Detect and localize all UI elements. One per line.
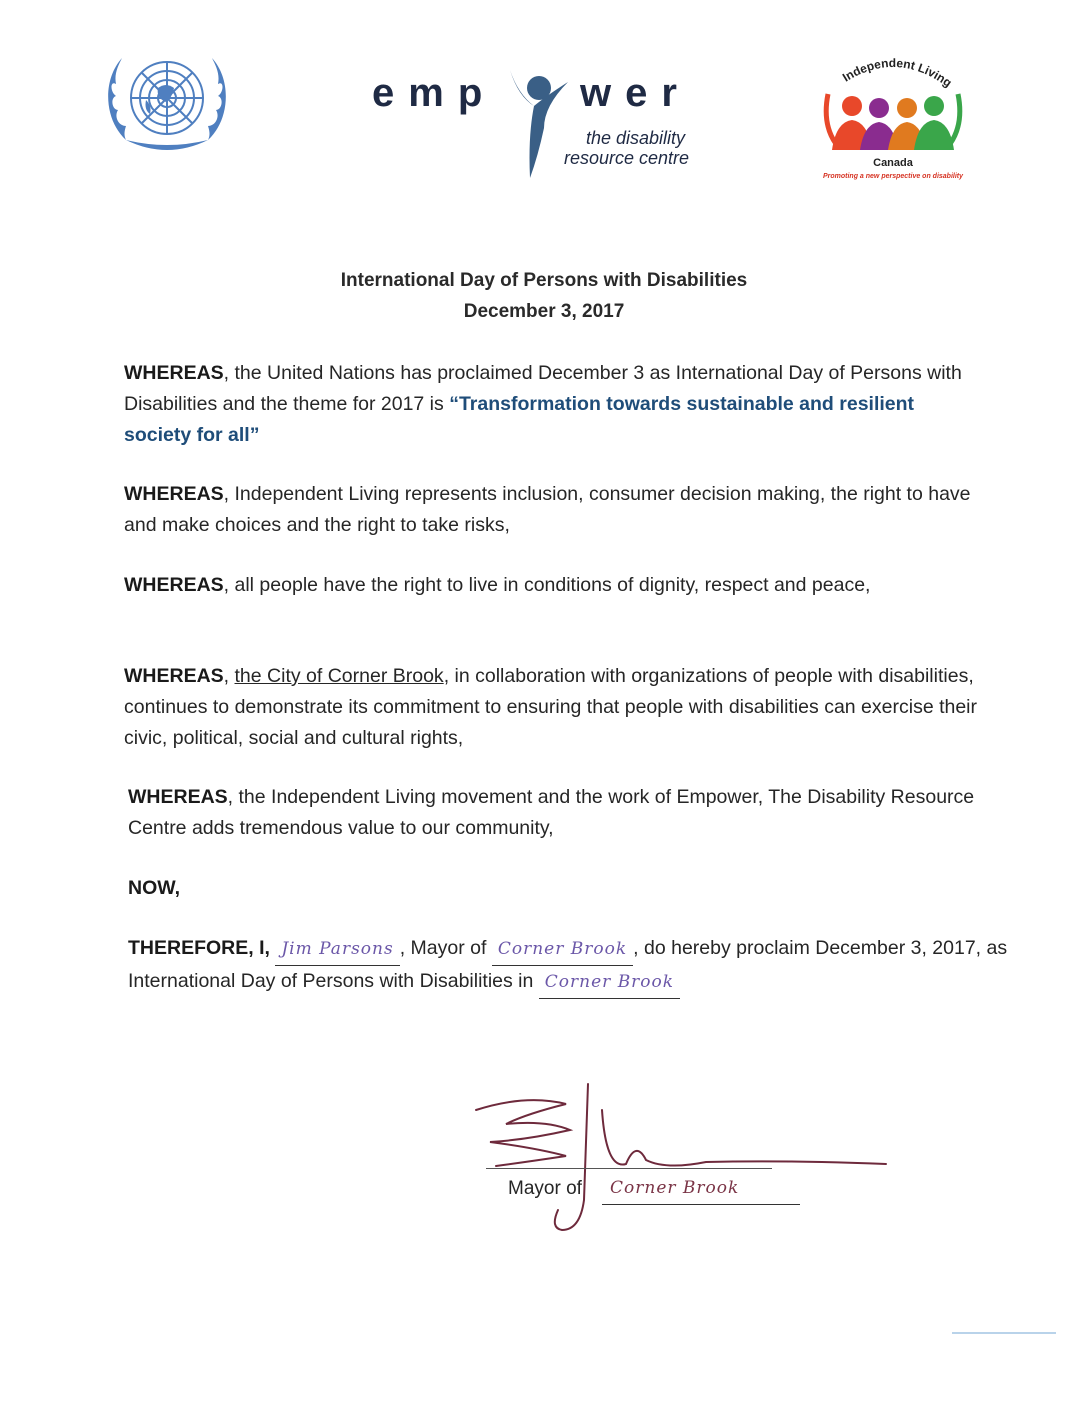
whereas-lead: WHEREAS [124,483,224,505]
empower-tagline-2: resource centre [564,148,690,168]
therefore-paragraph [128,933,1028,999]
paragraph-text: , Mayor of [399,937,492,959]
whereas-paragraph-2 [124,479,984,541]
whereas-paragraph-1 [124,358,984,451]
whereas-lead: WHEREAS [128,786,228,808]
svg-text:wer: wer [580,71,691,115]
whereas-lead: WHEREAS [124,665,224,687]
il-arc-text: Independent Living [840,55,955,90]
mayor-of-label: Mayor of [508,1178,582,1199]
il-country: Canada [873,157,913,169]
svg-text:Independent Living [840,56,955,90]
city-phrase: the City of Corner Brook [234,665,444,687]
paragraph-text: , the Independent Living movement and the work of Empower, The Disability Resource Centre adds tremendous value to our community, [128,786,975,839]
handwritten-city-name: Corner Brook [492,934,633,966]
empower-tagline-1: the disability [586,128,686,148]
paragraph-text: , all people have the right to live in conditions of dignity, respect and peace, [223,574,871,596]
paragraph-text: , Independent Living represents inclusion, consumer decision making, the right to have and make choices and the right to take risks, [124,483,971,536]
separator: , [223,665,235,687]
theme-text: “Transformation towards sustainable and resilient society for all” [124,393,915,446]
scan-artifact-line [952,1332,1056,1334]
whereas-paragraph-4 [124,661,984,754]
whereas-lead: WHEREAS [124,574,224,596]
mayor-signature [466,1080,906,1240]
un-emblem-icon [96,40,238,160]
proclamation-title: International Day of Persons with Disabilities [340,270,748,291]
people-icon [826,94,960,152]
signature-line [486,1168,772,1169]
whereas-paragraph-5 [128,782,988,844]
now-paragraph [128,873,988,904]
independent-living-canada-logo [818,46,968,186]
handwritten-signature-city: Corner Brook [602,1178,800,1205]
paragraph-text: , in collaboration with organizations of people with disabilities, continues to demonstrate its commitment to ensuring that people with disabilities can exercise their civic, political, social and cultural rights, [124,665,978,749]
whereas-paragraph-3 [124,570,984,601]
handwritten-mayor-name: Jim Parsons [275,934,399,966]
empower-logo [368,66,698,184]
proclamation-date: December 3, 2017 [463,301,625,322]
handwritten-city-name-2: Corner Brook [539,967,680,999]
paragraph-text: , the United Nations has proclaimed December 3 as International Day of Persons with Disabilities and the theme for 2017 is [124,362,962,415]
therefore-lead: THEREFORE, I, [128,937,270,959]
whereas-lead: WHEREAS [124,362,224,384]
now-lead: NOW, [128,877,180,899]
un-emblem-logo [96,40,238,160]
il-tagline: Promoting a new perspective on disability [822,173,964,180]
paragraph-text: , do hereby proclaim December 3, 2017, as International Day of Persons with Disabilities in [128,937,1008,992]
empower-wordmark: emp [372,71,497,115]
